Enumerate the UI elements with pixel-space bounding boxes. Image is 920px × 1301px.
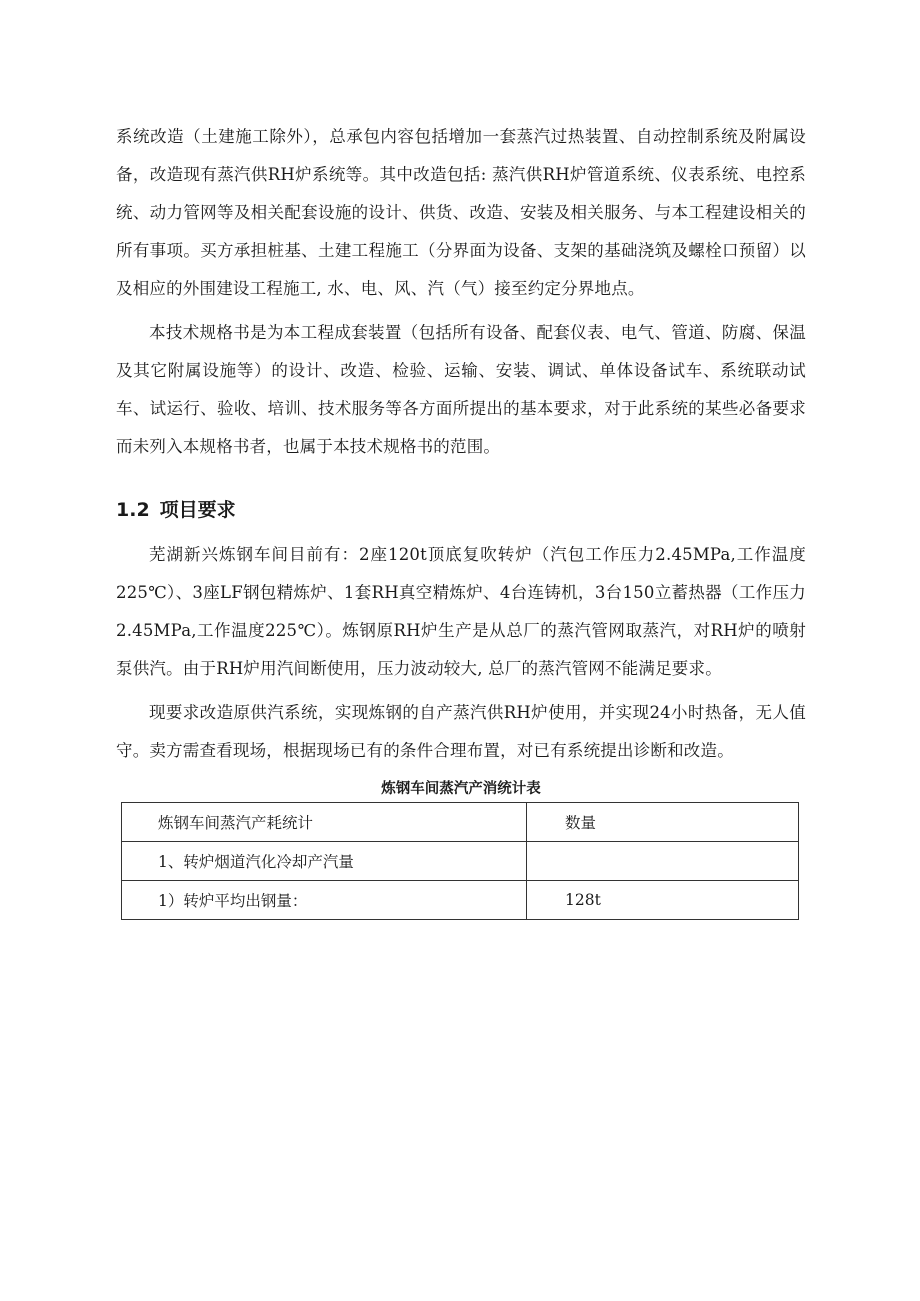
- paragraph-current-status: 芜湖新兴炼钢车间目前有：2座120t顶底复吹转炉（汽包工作压力2.45MPa,工作温度225℃）、3座LF钢包精炼炉、1套RH真空精炼炉、4台连铸机，3台150立蓄热器（工作压力2.45MPa,工作温度225℃）。炼钢原RH炉生产是从总厂的蒸汽管网取蒸汽，对RH炉的喷射泵供汽。由于RH炉用汽间断使用，压力波动较大, 总厂的蒸汽管网不能满足要求。: [116, 545, 806, 678]
- steam-statistics-table: [121, 802, 799, 920]
- paragraph-scope: 系统改造（土建施工除外），总承包内容包括增加一套蒸汽过热装置、自动控制系统及附属设备，改造现有蒸汽供RH炉系统等。其中改造包括: 蒸汽供RH炉管道系统、仪表系统、电控系统、动力管网等及相关配套设施的设计、供货、改造、安装及相关服务、与本工程建设相关的所有事项。买方承担桩基、土建工程施工（分界面为设备、支架的基础浇筑及螺栓口预留）以及相应的外围建设工程施工, 水、电、风、汽（气）接至约定分界地点。: [116, 127, 806, 298]
- paragraph-requirements: 现要求改造原供汽系统，实现炼钢的自产蒸汽供RH炉使用，并实现24小时热备，无人值守。卖方需查看现场，根据现场已有的条件合理布置，对已有系统提出诊断和改造。: [116, 703, 806, 760]
- table-row: [122, 842, 799, 881]
- table-cell-quantity: 128t: [527, 881, 799, 920]
- table-cell-quantity: [527, 842, 799, 881]
- paragraph-spec-purpose: 本技术规格书是为本工程成套装置（包括所有设备、配套仪表、电气、管道、防腐、保温及其它附属设施等）的设计、改造、检验、运输、安装、调试、单体设备试车、系统联动试车、试运行、验收、培训、技术服务等各方面所提出的基本要求，对于此系统的某些必备要求而未列入本规格书者，也属于本技术规格书的范围。: [116, 323, 806, 456]
- table-cell-item: 1）转炉平均出钢量：: [122, 881, 527, 920]
- header-cell-quantity: 数量: [527, 803, 799, 842]
- section-title: 项目要求: [159, 499, 236, 521]
- table-caption: 炼钢车间蒸汽产消统计表: [381, 781, 541, 797]
- header-cell-item: 炼钢车间蒸汽产耗统计: [122, 803, 527, 842]
- table-cell-item: 1、转炉烟道汽化冷却产汽量: [122, 842, 527, 881]
- section-heading: [116, 490, 806, 530]
- section-number: 1.2: [116, 499, 150, 521]
- table-row: [122, 881, 799, 920]
- table-header-row: [122, 803, 799, 842]
- document-page: [116, 118, 806, 920]
